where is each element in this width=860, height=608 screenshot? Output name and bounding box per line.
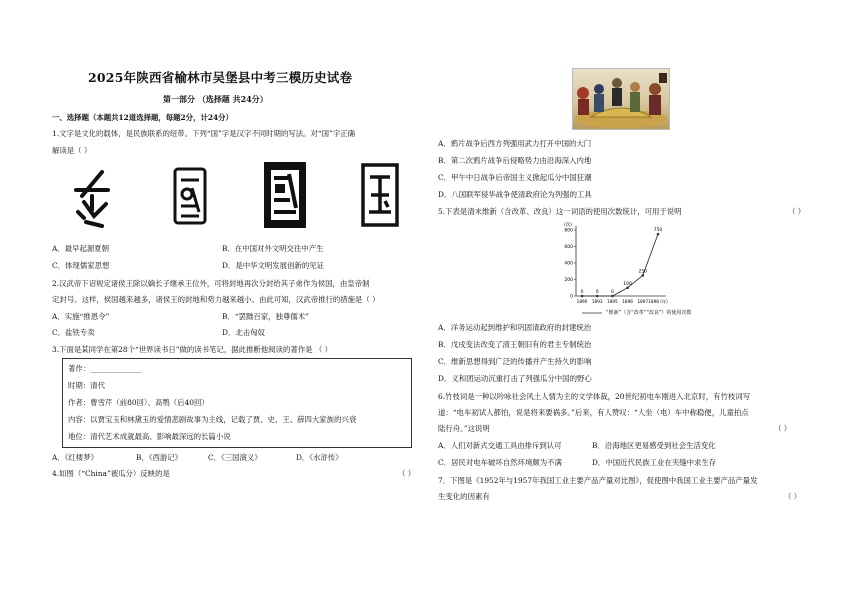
q6-option-a[interactable]: A．人们对新式交通工具由排斥到认可 — [438, 441, 562, 450]
chart-y-tick-label: 200 — [564, 278, 573, 283]
q1-option-c[interactable]: C．体现儒家思想 — [52, 261, 110, 270]
q6-option-b[interactable]: B．沿海地区更易感受到社会生活变化 — [592, 441, 716, 450]
q5-option-b[interactable]: B．戊戌变法改变了清王朝旧有的君主专制统治 — [438, 340, 592, 349]
q2-option-b[interactable]: B．“罢黜百家，独尊儒术” — [222, 312, 309, 321]
guo-glyph-traditional-image — [262, 160, 308, 230]
q7-answer-paren: （ ） — [784, 492, 802, 501]
q5-option-c[interactable]: C．维新思想得到广泛的传播并产生持久的影响 — [438, 357, 592, 366]
q1-option-a[interactable]: A．最早起源夏朝 — [52, 244, 110, 253]
exam-title: 2025年陕西省榆林市吴堡县中考三模历史试卷 — [88, 70, 353, 85]
chart-y-tick-label: 800 — [564, 228, 573, 234]
q2-stem-line2: 定封号。这样，侯国越来越多，诸侯王的封地和势力越来越小。由此可知，汉武帝推行的措施是（ ） — [52, 295, 380, 304]
q3-option-d[interactable]: D．《水浒传》 — [296, 453, 343, 462]
q1-option-b[interactable]: B．在中国对外文明交往中产生 — [222, 244, 324, 253]
chart-x-tick-label: 1897 — [637, 299, 649, 304]
q2-option-a[interactable]: A．实施“推恩令” — [52, 312, 110, 321]
chart-y-tick-label: 400 — [564, 261, 573, 267]
q7-stem-line2: 生变化的因素有 — [438, 492, 490, 501]
q1-option-d[interactable]: D．是中华文明发展创新的见证 — [222, 261, 325, 270]
guo-glyph-seal-image — [172, 166, 208, 226]
q3-option-a[interactable]: A．《红楼梦》 — [52, 453, 98, 462]
chart-y-axis-label: (次) — [564, 223, 573, 228]
section-heading: 一、选择题（本题共12道选择题，每题2分，计24分） — [52, 113, 233, 122]
china-partition-cartoon-image — [572, 68, 670, 130]
q6-stem-line1: 6.竹枝词是一种以吟咏社会风土人情为主的文学体裁，20世纪初电车刚进入北京时，有竹枝词写 — [438, 392, 751, 401]
q4-option-a[interactable]: A．鸦片战争后西方列强用武力打开中国的大门 — [438, 139, 592, 148]
weixin-usage-line-chart — [552, 218, 712, 318]
part-heading: 第一部分 （选择题 共24分） — [163, 94, 268, 104]
q5-stem: 5.下表是清末维新（含改革、改良）这一词语的使用次数统计，可用于说明 — [438, 207, 682, 216]
guo-glyph-modern-image — [360, 162, 400, 228]
q6-option-d[interactable]: D．中国近代民族工业在夹缝中求生存 — [592, 458, 717, 467]
guo-glyph-early-image — [72, 166, 112, 230]
q3-option-c[interactable]: C．《三国演义》 — [208, 453, 262, 462]
q4-option-c[interactable]: C．甲午中日战争后帝国主义掀起瓜分中国狂潮 — [438, 173, 592, 182]
chart-series-line — [582, 234, 658, 296]
note-line-author: 作者：曹雪芹（前80回）、高鹗（后40回） — [68, 398, 209, 407]
q1-stem-line2: 解读是（ ） — [52, 146, 92, 155]
chart-data-label: 750 — [653, 228, 663, 234]
q2-option-c[interactable]: C．盐铁专卖 — [52, 328, 95, 337]
q6-option-c[interactable]: C．居民对电车破坏自然环境颇为不满 — [438, 458, 562, 467]
chart-y-tick-label: 0 — [570, 294, 573, 300]
chart-point — [581, 295, 584, 298]
chart-x-tick-label: 1890 — [576, 299, 588, 304]
q4-option-b[interactable]: B．第二次鸦片战争后侵略势力由沿海深入内地 — [438, 156, 592, 165]
chart-data-label: 250 — [638, 269, 648, 275]
q4-stem: 4.如图（“China”被瓜分）反映的是 — [52, 469, 170, 478]
q6-stem-line3: 陆行舟。”这说明 — [438, 424, 490, 433]
chart-data-label: 0 — [580, 290, 584, 295]
q4-answer-paren: （ ） — [398, 469, 416, 478]
q1-stem-line1: 1.文字是文化的载体，是民族联系的纽带。下列“国”字是汉字不同时期的写法。对“国”字正确 — [52, 129, 356, 138]
note-line-content: 内容：以贾宝玉和林黛玉的爱情悲剧故事为主线，记载了贾、史、王、薛四大家族的兴衰 — [68, 415, 357, 424]
q5-option-d[interactable]: D．义和团运动沉重打击了列强瓜分中国的野心 — [438, 374, 592, 383]
q3-stem: 3.下面是某同学在第28个“世界读书日”做的读书笔记，据此推断他阅读的著作是 （ ） — [52, 345, 332, 354]
chart-x-tick-label: 1898 (年) — [648, 299, 668, 304]
chart-x-tick-label: 1896 — [622, 299, 633, 304]
chart-data-label: 0 — [595, 290, 599, 295]
note-line-work: 著作：______________ — [68, 364, 142, 373]
q2-option-d[interactable]: D．北击匈奴 — [222, 328, 265, 337]
note-line-period: 时期：清代 — [68, 381, 105, 390]
q6-stem-line2: 道：“电车初试人都怕，说是将来要祸多。”后来，有人赞叹：“人坐（电）车中称稳便，儿童拍点 — [438, 408, 749, 417]
q5-answer-paren: （ ） — [788, 207, 806, 216]
chart-point — [611, 295, 614, 298]
chart-legend: “维新”（含“改革”“改良”）的使用次数 — [606, 310, 692, 316]
q6-answer-paren: （ ） — [774, 424, 792, 433]
chart-data-label: 100 — [623, 281, 632, 287]
chart-x-tick-label: 1895 — [607, 299, 618, 304]
chart-data-label: 0 — [610, 290, 614, 295]
q3-option-b[interactable]: B．《西游记》 — [136, 453, 183, 462]
q7-stem-line1: 7．下图是《1952年与1957年我国工业主要产品产量对比图》，促使图中我国工业主要产品产量发 — [438, 476, 758, 485]
chart-point — [642, 274, 645, 277]
chart-point — [596, 295, 599, 298]
q2-stem-line1: 2.汉武帝下诏规定诸侯王除以嫡长子继承王位外，可将封地再次分封给其子弟作为侯国，由皇帝制 — [52, 279, 370, 288]
q4-option-d[interactable]: D．八国联军侵华战争使清政府沦为列强的工具 — [438, 190, 592, 199]
q5-option-a[interactable]: A．洋务运动起到维护和巩固清政府的封建统治 — [438, 323, 592, 332]
note-line-status: 地位：清代艺术成就最高、影响最深远的长篇小说 — [68, 432, 231, 441]
chart-point — [626, 286, 629, 289]
chart-y-tick-label: 600 — [564, 245, 573, 250]
chart-point — [657, 233, 660, 236]
chart-x-tick-label: 1893 — [591, 299, 603, 304]
